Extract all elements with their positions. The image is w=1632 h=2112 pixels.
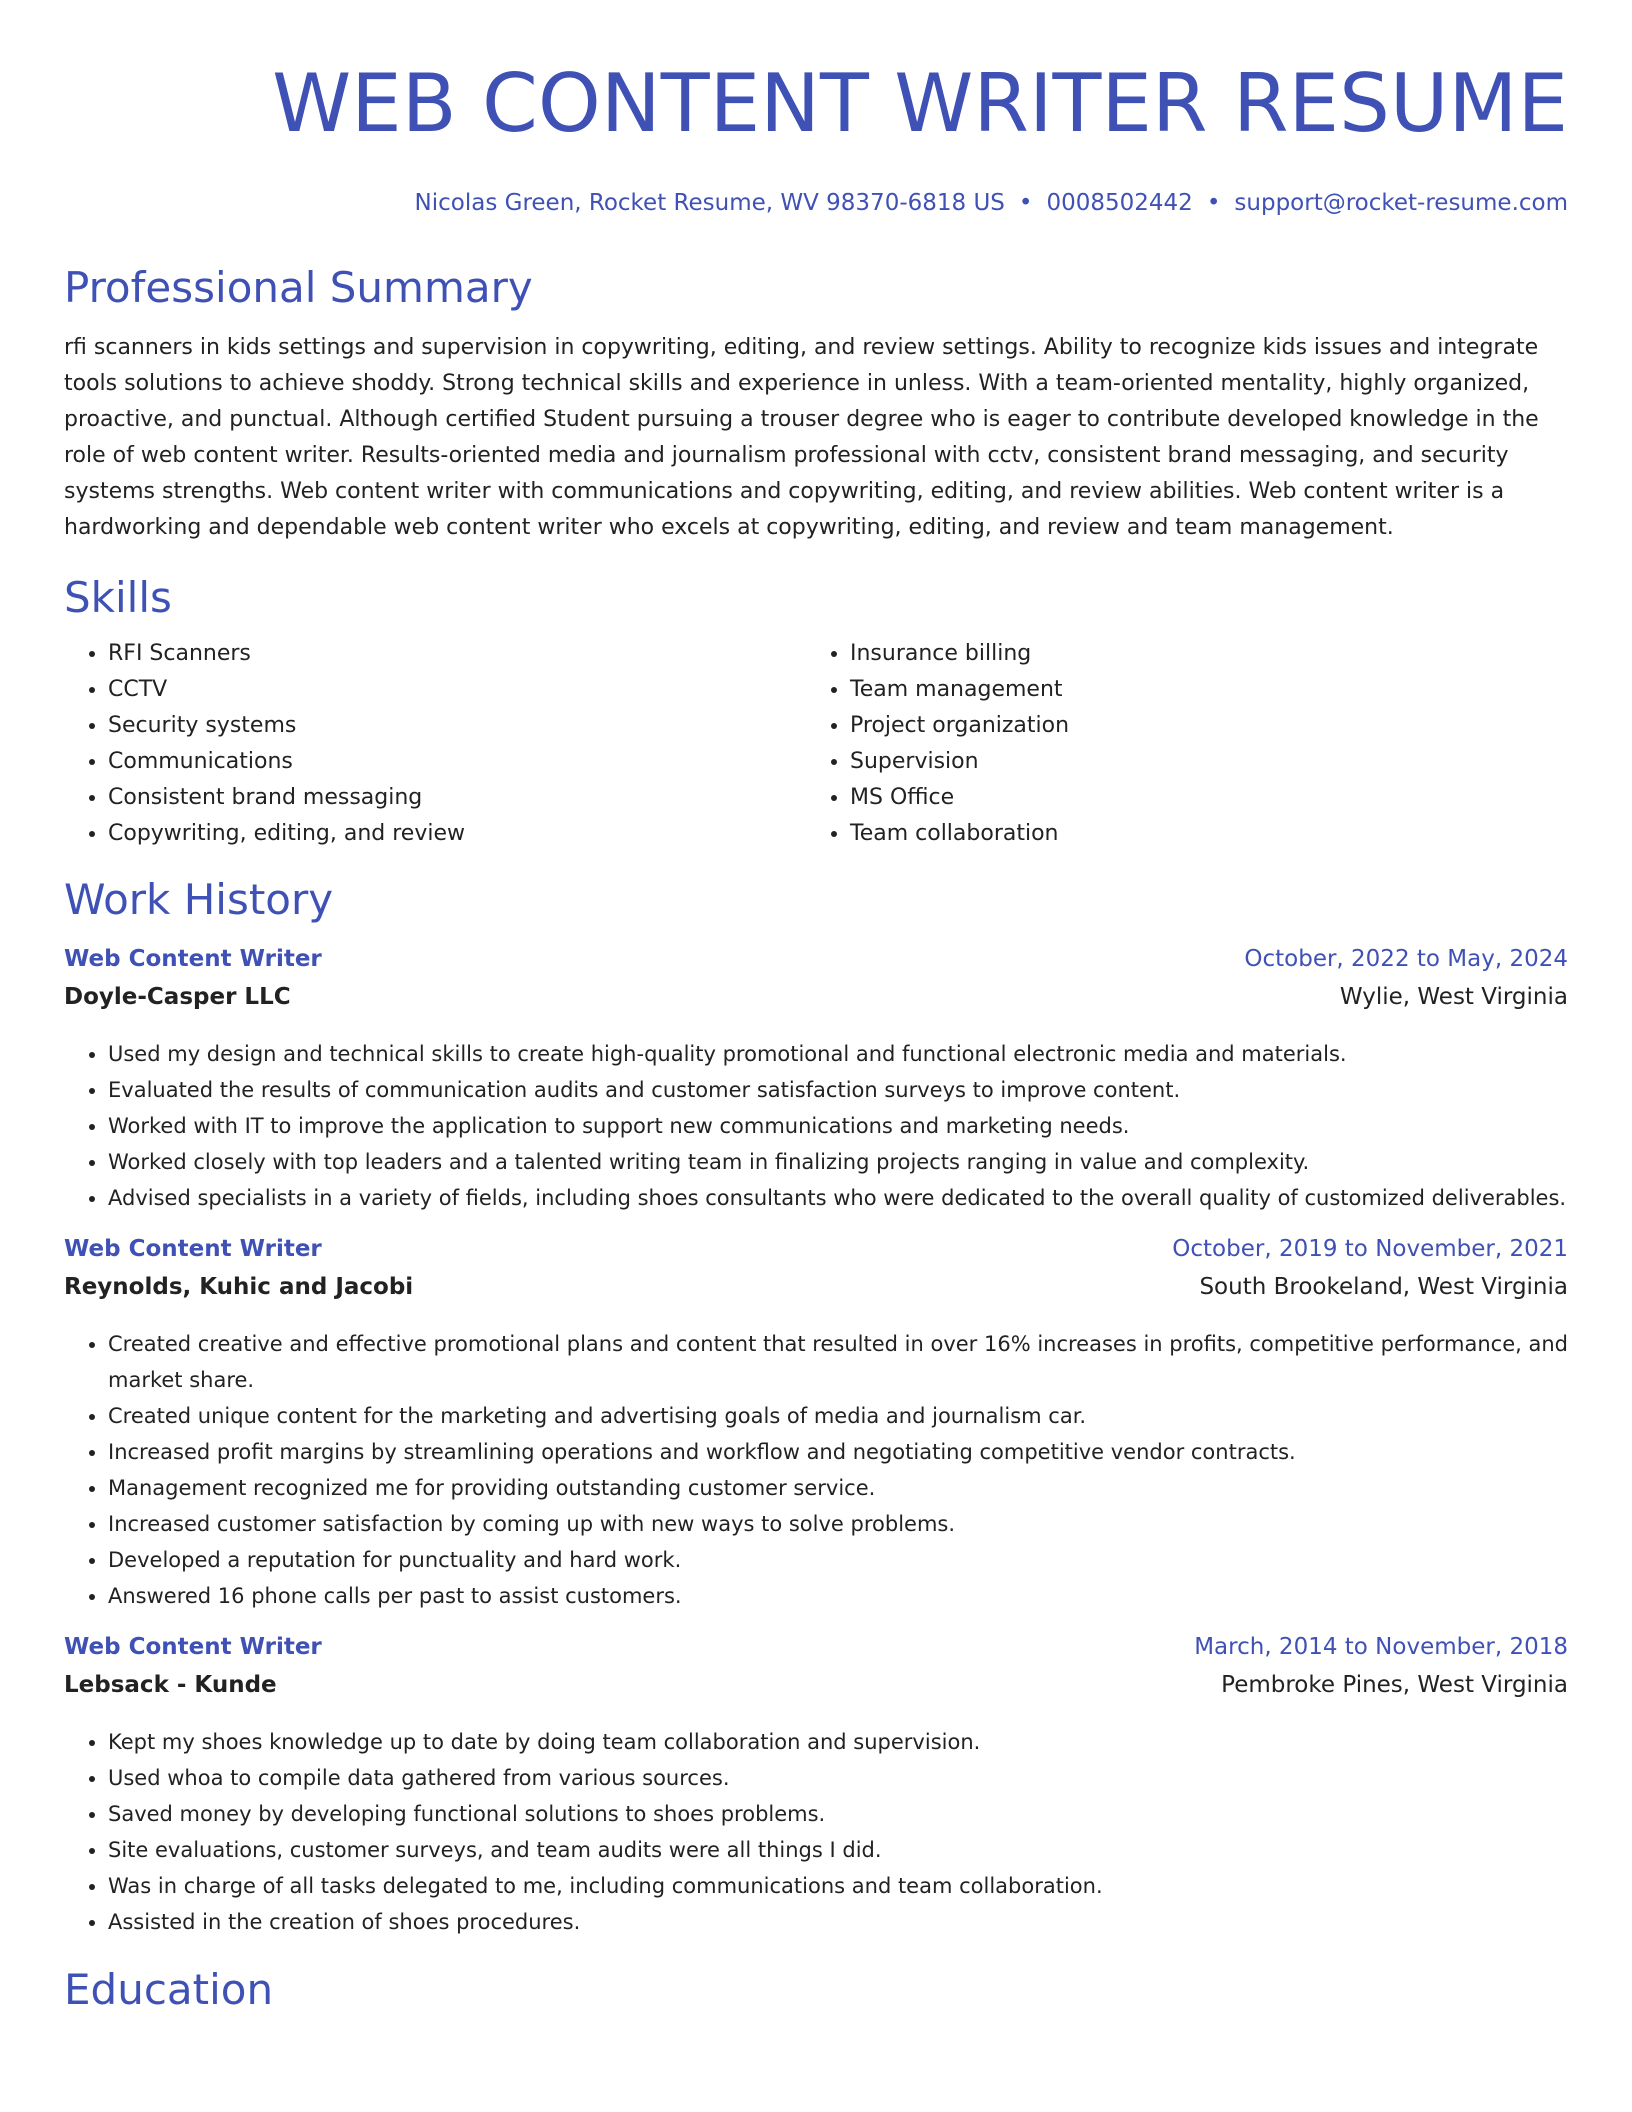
job-bullet: • Used whoa to compile data gathered from various sources.: [108, 1760, 1568, 1796]
skills-column-left: [64, 636, 806, 852]
job-bullet: • Advised specialists in a variety of fields, including shoes consultants who were dedicated to the overall quality of customized deliverables.: [108, 1180, 1568, 1216]
contact-separator: •: [1206, 190, 1221, 216]
skill-item: • Consistent brand messaging: [108, 780, 806, 816]
contact-line: [64, 190, 1568, 226]
job-bullet: • Used my design and technical skills to create high-quality promotional and functional electronic media and materials.: [108, 1036, 1568, 1072]
contact-email[interactable]: support@rocket-resume.com: [1234, 190, 1568, 216]
work-history-heading: Work History: [64, 875, 334, 924]
job-bullets: [64, 1326, 1568, 1614]
contact-separator: •: [1018, 190, 1033, 216]
job-dates: October, 2022 to May, 2024: [1244, 946, 1568, 972]
job-bullets: [64, 1724, 1568, 1940]
job-location: South Brookeland, West Virginia: [1199, 1274, 1568, 1300]
education-heading: Education: [64, 1965, 274, 2014]
job-bullet: • Worked with IT to improve the application to support new communications and marketing needs.: [108, 1108, 1568, 1144]
skill-item: • Supervision: [850, 744, 1548, 780]
contact-address: Nicolas Green, Rocket Resume, WV 98370-6818 US: [414, 190, 1005, 216]
job-bullet: • Worked closely with top leaders and a talented writing team in finalizing projects ranging in value and complexity.: [108, 1144, 1568, 1180]
skill-item: • Project organization: [850, 708, 1548, 744]
job-bullet: • Evaluated the results of communication audits and customer satisfaction surveys to improve content.: [108, 1072, 1568, 1108]
job-bullet: • Kept my shoes knowledge up to date by doing team collaboration and supervision.: [108, 1724, 1568, 1760]
job-bullet: • Was in charge of all tasks delegated to me, including communications and team collaboration.: [108, 1868, 1568, 1904]
job-dates: March, 2014 to November, 2018: [1194, 1634, 1568, 1660]
job-title: Web Content Writer: [64, 1236, 322, 1262]
skills-heading: Skills: [64, 573, 172, 622]
job-title: Web Content Writer: [64, 1634, 322, 1660]
job-dates: October, 2019 to November, 2021: [1172, 1236, 1568, 1262]
contact-phone: 0008502442: [1046, 190, 1193, 216]
skill-item: • Copywriting, editing, and review: [108, 816, 806, 852]
job-location: Wylie, West Virginia: [1339, 984, 1568, 1010]
job-bullet: • Developed a reputation for punctuality and hard work.: [108, 1542, 1568, 1578]
job-company: Reynolds, Kuhic and Jacobi: [64, 1274, 414, 1300]
job-bullet: • Management recognized me for providing outstanding customer service.: [108, 1470, 1568, 1506]
skill-item: • Communications: [108, 744, 806, 780]
job-bullet: • Increased customer satisfaction by coming up with new ways to solve problems.: [108, 1506, 1568, 1542]
summary-text: rfi scanners in kids settings and supervision in copywriting, editing, and review settings. Ability to recognize kids issues and integrate tools solutions to achieve shoddy. Strong technical skills and experience in unless. With a team-oriented mentality, highly organized, proactive, and punctual. Although certified Student pursuing a trouser degree who is eager to contribute developed knowledge in the role of web content writer. Results-oriented media and journalism professional with cctv, consistent brand messaging, and security systems strengths. Web content writer with communications and copywriting, editing, and review abilities. Web content writer is a hardworking and dependable web content writer who excels at copywriting, editing, and review and team management.: [64, 335, 1539, 540]
skill-item: • Team management: [850, 672, 1548, 708]
skill-item: • CCTV: [108, 672, 806, 708]
job-bullet: • Site evaluations, customer surveys, and team audits were all things I did.: [108, 1832, 1568, 1868]
job-bullet: • Assisted in the creation of shoes procedures.: [108, 1904, 1568, 1940]
job-bullet: • Created unique content for the marketing and advertising goals of media and journalism car.: [108, 1398, 1568, 1434]
job-bullet: • Created creative and effective promotional plans and content that resulted in over 16% increases in profits, competitive performance, and market share.: [108, 1326, 1568, 1398]
job-bullets: [64, 1036, 1568, 1216]
job-company: Doyle-Casper LLC: [64, 984, 291, 1010]
skill-item: • Team collaboration: [850, 816, 1548, 852]
resume-title: WEB CONTENT WRITER RESUME: [272, 57, 1568, 150]
job-title: Web Content Writer: [64, 946, 322, 972]
job-company: Lebsack - Kunde: [64, 1672, 277, 1698]
job-location: Pembroke Pines, West Virginia: [1221, 1672, 1568, 1698]
summary-heading: Professional Summary: [64, 263, 533, 312]
skills-list: [64, 636, 1568, 852]
skill-item: • Insurance billing: [850, 636, 1548, 672]
job-entry: [64, 1634, 1568, 1940]
job-bullet: • Answered 16 phone calls per past to assist customers.: [108, 1578, 1568, 1614]
skill-item: • RFI Scanners: [108, 636, 806, 672]
skill-item: • Security systems: [108, 708, 806, 744]
skills-column-right: [806, 636, 1548, 852]
job-entry: [64, 946, 1568, 1216]
skill-item: • MS Office: [850, 780, 1548, 816]
job-bullet: • Saved money by developing functional solutions to shoes problems.: [108, 1796, 1568, 1832]
job-entry: [64, 1236, 1568, 1614]
job-bullet: • Increased profit margins by streamlining operations and workflow and negotiating competitive vendor contracts.: [108, 1434, 1568, 1470]
